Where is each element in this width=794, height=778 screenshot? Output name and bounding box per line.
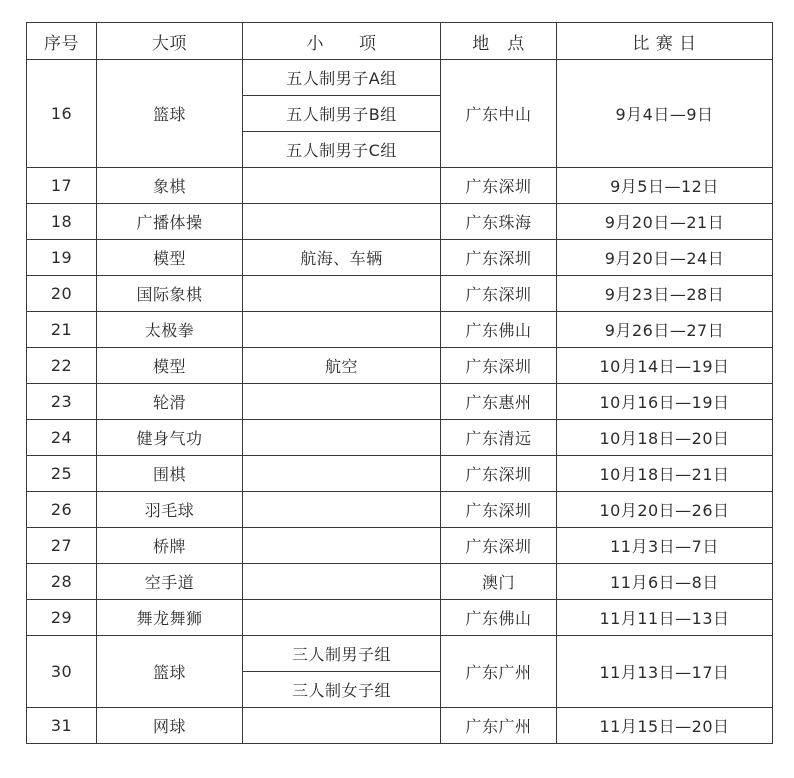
- cell-sub: [243, 168, 441, 204]
- cell-seq: 22: [27, 348, 97, 384]
- cell-sub: [243, 384, 441, 420]
- table-row: [27, 348, 773, 384]
- table-row: [27, 168, 773, 204]
- cell-date: 11月6日—8日: [557, 564, 773, 600]
- cell-date: 11月11日—13日: [557, 600, 773, 636]
- cell-event: 空手道: [97, 564, 243, 600]
- cell-event: 象棋: [97, 168, 243, 204]
- cell-sub: 航空: [243, 348, 441, 384]
- cell-date: 9月26日—27日: [557, 312, 773, 348]
- cell-place: 广东深圳: [441, 240, 557, 276]
- cell-seq: 27: [27, 528, 97, 564]
- cell-sub: [243, 492, 441, 528]
- cell-sub: 航海、车辆: [243, 240, 441, 276]
- header-row: [27, 23, 773, 60]
- cell-place: 广东深圳: [441, 348, 557, 384]
- cell-place: 广东深圳: [441, 168, 557, 204]
- cell-place: 广东中山: [441, 60, 557, 168]
- cell-place: 广东惠州: [441, 384, 557, 420]
- cell-date: 9月23日—28日: [557, 276, 773, 312]
- table-row: [27, 636, 773, 672]
- cell-date: 11月15日—20日: [557, 708, 773, 744]
- cell-event: 国际象棋: [97, 276, 243, 312]
- cell-sub: [243, 420, 441, 456]
- cell-place: 广东深圳: [441, 528, 557, 564]
- table-row: [27, 60, 773, 96]
- cell-sub: [243, 276, 441, 312]
- cell-place: 广东广州: [441, 708, 557, 744]
- cell-sub: [243, 564, 441, 600]
- cell-date: 10月16日—19日: [557, 384, 773, 420]
- table-row: [27, 456, 773, 492]
- cell-event: 太极拳: [97, 312, 243, 348]
- header-event: 大项: [97, 23, 243, 60]
- cell-place: 广东深圳: [441, 492, 557, 528]
- cell-place: 广东深圳: [441, 456, 557, 492]
- cell-place: 广东广州: [441, 636, 557, 708]
- cell-seq: 26: [27, 492, 97, 528]
- cell-place: 广东佛山: [441, 600, 557, 636]
- cell-event: 羽毛球: [97, 492, 243, 528]
- header-sub: 小 项: [243, 23, 441, 60]
- cell-event: 舞龙舞狮: [97, 600, 243, 636]
- cell-date: 11月3日—7日: [557, 528, 773, 564]
- cell-sub: [243, 708, 441, 744]
- table-row: [27, 240, 773, 276]
- table-row: [27, 276, 773, 312]
- cell-seq: 23: [27, 384, 97, 420]
- cell-sub: 三人制女子组: [243, 672, 441, 708]
- table-row: [27, 708, 773, 744]
- cell-seq: 16: [27, 60, 97, 168]
- cell-seq: 31: [27, 708, 97, 744]
- cell-place: 广东佛山: [441, 312, 557, 348]
- cell-sub: [243, 600, 441, 636]
- table-row: [27, 204, 773, 240]
- table-row: [27, 420, 773, 456]
- cell-seq: 29: [27, 600, 97, 636]
- cell-seq: 30: [27, 636, 97, 708]
- cell-place: 澳门: [441, 564, 557, 600]
- table-row: [27, 564, 773, 600]
- cell-date: 9月20日—24日: [557, 240, 773, 276]
- table-row: [27, 384, 773, 420]
- table-row: [27, 600, 773, 636]
- header-date: 比 赛 日: [557, 23, 773, 60]
- cell-event: 轮滑: [97, 384, 243, 420]
- cell-date: 11月13日—17日: [557, 636, 773, 708]
- cell-sub: [243, 204, 441, 240]
- table-row: [27, 312, 773, 348]
- cell-place: 广东清远: [441, 420, 557, 456]
- cell-sub: 五人制男子A组: [243, 60, 441, 96]
- schedule-table: [26, 22, 773, 744]
- header-place: 地 点: [441, 23, 557, 60]
- cell-sub: [243, 456, 441, 492]
- cell-event: 模型: [97, 348, 243, 384]
- cell-date: 10月20日—26日: [557, 492, 773, 528]
- cell-sub: 五人制男子C组: [243, 132, 441, 168]
- cell-sub: [243, 528, 441, 564]
- cell-date: 10月18日—21日: [557, 456, 773, 492]
- cell-event: 围棋: [97, 456, 243, 492]
- cell-date: 10月18日—20日: [557, 420, 773, 456]
- cell-date: 10月14日—19日: [557, 348, 773, 384]
- cell-event: 篮球: [97, 60, 243, 168]
- cell-date: 9月20日—21日: [557, 204, 773, 240]
- cell-date: 9月5日—12日: [557, 168, 773, 204]
- cell-event: 健身气功: [97, 420, 243, 456]
- cell-seq: 19: [27, 240, 97, 276]
- cell-event: 桥牌: [97, 528, 243, 564]
- cell-event: 网球: [97, 708, 243, 744]
- cell-event: 模型: [97, 240, 243, 276]
- cell-seq: 18: [27, 204, 97, 240]
- cell-date: 9月4日—9日: [557, 60, 773, 168]
- cell-sub: 五人制男子B组: [243, 96, 441, 132]
- table-row: [27, 528, 773, 564]
- cell-place: 广东珠海: [441, 204, 557, 240]
- cell-seq: 20: [27, 276, 97, 312]
- header-seq: 序号: [27, 23, 97, 60]
- cell-place: 广东深圳: [441, 276, 557, 312]
- cell-seq: 17: [27, 168, 97, 204]
- cell-seq: 28: [27, 564, 97, 600]
- table-row: [27, 492, 773, 528]
- cell-seq: 25: [27, 456, 97, 492]
- cell-sub: [243, 312, 441, 348]
- cell-seq: 21: [27, 312, 97, 348]
- cell-event: 篮球: [97, 636, 243, 708]
- cell-sub: 三人制男子组: [243, 636, 441, 672]
- cell-event: 广播体操: [97, 204, 243, 240]
- table-body: [27, 60, 773, 744]
- cell-seq: 24: [27, 420, 97, 456]
